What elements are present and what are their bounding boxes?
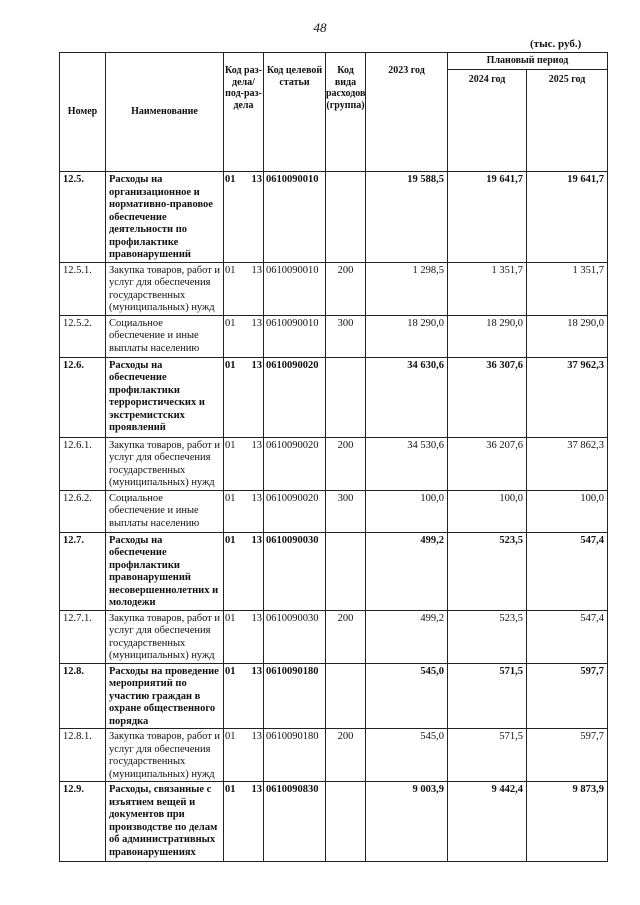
row-expense-type-code: 300 <box>326 490 366 532</box>
row-amount-2024: 36 207,6 <box>448 437 527 490</box>
row-section: 01 <box>225 317 236 329</box>
row-amount-2023: 19 588,5 <box>366 172 448 263</box>
row-target-code: 0610090010 <box>264 262 326 315</box>
row-amount-2025: 547,4 <box>527 610 608 663</box>
row-subsection: 13 <box>251 731 262 742</box>
row-amount-2025: 37 862,3 <box>527 437 608 490</box>
row-amount-2024: 571,5 <box>448 729 527 782</box>
row-amount-2024: 19 641,7 <box>448 172 527 263</box>
row-subsection: 13 <box>251 174 262 185</box>
row-section-code <box>224 610 264 663</box>
table-body <box>60 172 608 862</box>
row-subsection: 13 <box>251 264 262 276</box>
row-section-code <box>224 532 264 610</box>
row-expense-type-code: 200 <box>326 262 366 315</box>
row-amount-2025: 18 290,0 <box>527 315 608 357</box>
header-number: Номер <box>60 53 106 172</box>
header-year-2023: 2023 год <box>366 53 448 172</box>
row-expense-type-code <box>326 532 366 610</box>
row-amount-2025: 100,0 <box>527 490 608 532</box>
row-name: Социальное обеспечение и иные выплаты населению <box>106 315 224 357</box>
row-name: Закупка товаров, работ и услуг для обеспечения государственных (муниципальных) нужд <box>106 262 224 315</box>
row-amount-2025: 597,7 <box>527 729 608 782</box>
row-subsection: 13 <box>251 317 262 329</box>
row-amount-2023: 499,2 <box>366 610 448 663</box>
row-amount-2023: 545,0 <box>366 729 448 782</box>
row-amount-2025: 9 873,9 <box>527 782 608 862</box>
row-number: 12.7.1. <box>60 610 106 663</box>
row-subsection: 13 <box>251 665 262 677</box>
row-section: 01 <box>225 665 236 677</box>
header-year-2025: 2025 год <box>527 70 608 172</box>
row-number: 12.5.1. <box>60 262 106 315</box>
row-amount-2024: 571,5 <box>448 663 527 729</box>
row-section: 01 <box>225 612 236 624</box>
row-amount-2024: 523,5 <box>448 610 527 663</box>
row-name: Расходы на проведение мероприятий по участию граждан в охране общественного порядка <box>106 663 224 729</box>
row-amount-2024: 9 442,4 <box>448 782 527 862</box>
row-name: Расходы на организационное и нормативно-правовое обеспечение деятельности по профилактике правонарушений <box>106 172 224 263</box>
row-amount-2025: 37 962,3 <box>527 357 608 437</box>
row-subsection: 13 <box>251 612 262 624</box>
row-name: Социальное обеспечение и иные выплаты населению <box>106 490 224 532</box>
row-amount-2024: 1 351,7 <box>448 262 527 315</box>
row-number: 12.6.2. <box>60 490 106 532</box>
row-section: 01 <box>225 264 236 276</box>
row-amount-2024: 100,0 <box>448 490 527 532</box>
table-row <box>60 315 608 357</box>
row-target-code: 0610090030 <box>264 532 326 610</box>
row-subsection: 13 <box>251 784 262 795</box>
row-amount-2025: 597,7 <box>527 663 608 729</box>
row-target-code: 0610090830 <box>264 782 326 862</box>
row-target-code: 0610090020 <box>264 490 326 532</box>
row-amount-2024: 523,5 <box>448 532 527 610</box>
row-name: Расходы на обеспечение профилактики террористических и экстремистских проявлений <box>106 357 224 437</box>
table-row <box>60 532 608 610</box>
table-row <box>60 729 608 782</box>
row-amount-2023: 499,2 <box>366 532 448 610</box>
row-target-code: 0610090180 <box>264 729 326 782</box>
row-section: 01 <box>225 492 236 504</box>
row-expense-type-code <box>326 663 366 729</box>
table-row <box>60 663 608 729</box>
row-expense-type-code <box>326 172 366 263</box>
row-name: Закупка товаров, работ и услуг для обеспечения государственных (муниципальных) нужд <box>106 729 224 782</box>
row-expense-type-code: 200 <box>326 610 366 663</box>
row-expense-type-code: 200 <box>326 729 366 782</box>
row-target-code: 0610090010 <box>264 172 326 263</box>
row-target-code: 0610090010 <box>264 315 326 357</box>
row-amount-2024: 36 307,6 <box>448 357 527 437</box>
row-amount-2023: 545,0 <box>366 663 448 729</box>
header-year-2024: 2024 год <box>448 70 527 172</box>
row-section-code <box>224 172 264 263</box>
row-amount-2023: 18 290,0 <box>366 315 448 357</box>
header-section-code: Код раз-дела/ под-раз-дела <box>224 53 264 172</box>
units-note: (тыс. руб.) <box>530 38 582 50</box>
row-number: 12.5.2. <box>60 315 106 357</box>
header-target-code: Код целевой статьи <box>264 53 326 172</box>
row-name: Расходы на обеспечение профилактики правонарушений несовершеннолетних и молодежи <box>106 532 224 610</box>
row-section: 01 <box>225 784 236 795</box>
table-row <box>60 172 608 263</box>
row-number: 12.8. <box>60 663 106 729</box>
row-subsection: 13 <box>251 439 262 451</box>
row-section: 01 <box>225 731 236 742</box>
row-expense-type-code <box>326 782 366 862</box>
row-name: Закупка товаров, работ и услуг для обеспечения государственных (муниципальных) нужд <box>106 437 224 490</box>
row-number: 12.7. <box>60 532 106 610</box>
table-row <box>60 610 608 663</box>
row-amount-2023: 1 298,5 <box>366 262 448 315</box>
row-section: 01 <box>225 534 236 546</box>
row-amount-2023: 9 003,9 <box>366 782 448 862</box>
row-section: 01 <box>225 439 236 451</box>
row-section-code <box>224 437 264 490</box>
row-section-code <box>224 262 264 315</box>
row-subsection: 13 <box>251 492 262 504</box>
row-amount-2025: 19 641,7 <box>527 172 608 263</box>
table-row <box>60 782 608 862</box>
row-amount-2023: 100,0 <box>366 490 448 532</box>
header-name: Наименование <box>106 53 224 172</box>
row-number: 12.9. <box>60 782 106 862</box>
row-amount-2023: 34 530,6 <box>366 437 448 490</box>
row-number: 12.6.1. <box>60 437 106 490</box>
row-section-code <box>224 490 264 532</box>
row-expense-type-code: 200 <box>326 437 366 490</box>
row-amount-2025: 547,4 <box>527 532 608 610</box>
row-expense-type-code: 300 <box>326 315 366 357</box>
header-expense-type-code: Код вида расходов (группа) <box>326 53 366 172</box>
table-row <box>60 437 608 490</box>
row-target-code: 0610090020 <box>264 357 326 437</box>
row-section: 01 <box>225 174 236 185</box>
row-name: Расходы, связанные с изъятием вещей и документов при производстве по делам об административных правонарушениях <box>106 782 224 862</box>
table-row <box>60 490 608 532</box>
row-amount-2025: 1 351,7 <box>527 262 608 315</box>
table-row <box>60 262 608 315</box>
row-subsection: 13 <box>251 359 262 371</box>
row-expense-type-code <box>326 357 366 437</box>
budget-table <box>59 52 608 862</box>
row-section-code <box>224 315 264 357</box>
row-number: 12.8.1. <box>60 729 106 782</box>
row-amount-2024: 18 290,0 <box>448 315 527 357</box>
row-section: 01 <box>225 359 236 371</box>
row-target-code: 0610090020 <box>264 437 326 490</box>
row-section-code <box>224 663 264 729</box>
row-subsection: 13 <box>251 534 262 546</box>
row-number: 12.5. <box>60 172 106 263</box>
row-section-code <box>224 357 264 437</box>
page-number: 48 <box>313 20 327 35</box>
table-row <box>60 357 608 437</box>
header-planned-period: Плановый период <box>448 53 608 70</box>
row-target-code: 0610090180 <box>264 663 326 729</box>
row-amount-2023: 34 630,6 <box>366 357 448 437</box>
row-section-code <box>224 729 264 782</box>
row-name: Закупка товаров, работ и услуг для обеспечения государственных (муниципальных) нужд <box>106 610 224 663</box>
row-number: 12.6. <box>60 357 106 437</box>
row-target-code: 0610090030 <box>264 610 326 663</box>
row-section-code <box>224 782 264 862</box>
